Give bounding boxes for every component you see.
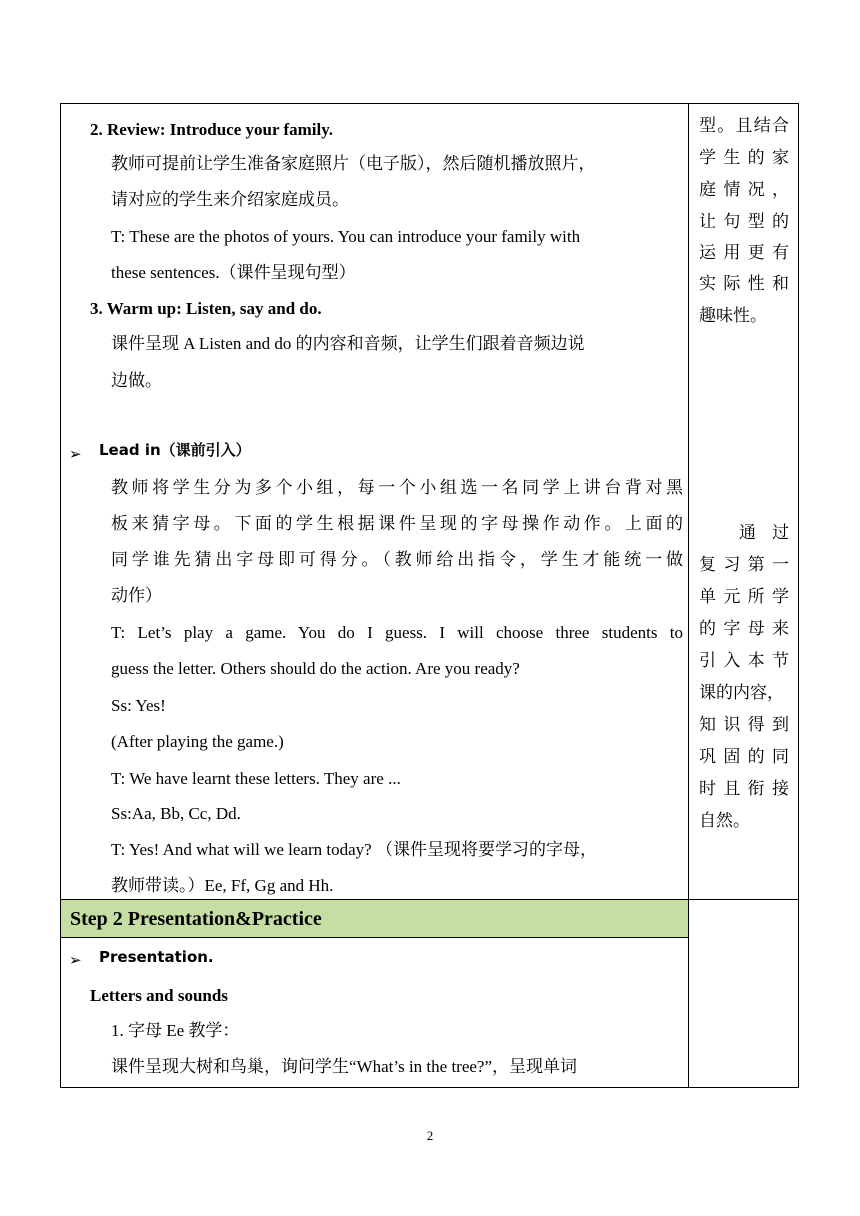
note-middle-line: 巩固的同 bbox=[699, 747, 789, 766]
lead-t-line-3: T: We have learnt these letters. They are ... bbox=[111, 769, 401, 788]
note-top-line: 型。且结合 bbox=[699, 116, 789, 135]
note-middle-line: 自然。 bbox=[699, 811, 750, 830]
note-top-line: 运用更有 bbox=[699, 243, 789, 262]
lead-t-line-2: guess the letter. Others should do the action. Are you ready? bbox=[111, 659, 520, 678]
note-middle-line: 单元所学 bbox=[699, 587, 789, 606]
ee-heading: 1. 字母 Ee 教学： bbox=[111, 1021, 240, 1040]
review-t-line-2: these sentences.（课件呈现句型） bbox=[111, 263, 356, 282]
lead-after-line: (After playing the game.) bbox=[111, 732, 284, 751]
note-middle-line: 复习第一 bbox=[699, 555, 789, 574]
lead-t-line-5: 教师带读。）Ee, Ff, Gg and Hh. bbox=[111, 876, 334, 895]
note-top-line: 庭情况， bbox=[699, 180, 789, 199]
lead-in-heading: Lead in（课前引入） bbox=[99, 441, 251, 459]
presentation-heading: Presentation. bbox=[99, 948, 214, 966]
lead-t-line-4: T: Yes! And what will we learn today? （课件呈现将要学习的字母， bbox=[111, 840, 597, 859]
note-middle-line: 的字母来 bbox=[699, 619, 789, 638]
warmup-cn-line-2: 边做。 bbox=[111, 371, 162, 390]
arrow-bullet-icon: ➢ bbox=[69, 951, 82, 969]
page-number: 2 bbox=[426, 1128, 434, 1143]
lead-t-line-1: T: Let’s play a game. You do I guess. I will choose three students to bbox=[111, 623, 683, 642]
lead-cn-line-4: 动作） bbox=[111, 586, 162, 605]
column-divider bbox=[688, 104, 689, 1087]
note-top-line: 趣味性。 bbox=[699, 306, 767, 325]
ee-cn-line-1: 课件呈现大树和鸟巢，询问学生“What’s in the tree?”，呈现单词 bbox=[111, 1057, 578, 1076]
note-middle-first: 通 过 bbox=[739, 523, 789, 542]
letters-sounds-heading: Letters and sounds bbox=[90, 986, 228, 1005]
note-middle-line: 课的内容， bbox=[699, 683, 784, 702]
lead-ss-line-1: Ss: Yes! bbox=[111, 696, 166, 715]
warmup-heading: 3. Warm up: Listen, say and do. bbox=[90, 299, 322, 318]
lead-ss-line-2: Ss:Aa, Bb, Cc, Dd. bbox=[111, 804, 241, 823]
step-2-title: Step 2 Presentation&Practice bbox=[70, 908, 322, 930]
warmup-cn-line-1: 课件呈现 A Listen and do 的内容和音频，让学生们跟着音频边说 bbox=[111, 334, 585, 353]
arrow-bullet-icon: ➢ bbox=[69, 445, 82, 463]
lead-cn-line-2: 板来猜字母。下面的学生根据课件呈现的字母操作动作。上面的 bbox=[111, 514, 683, 533]
review-heading: 2. Review: Introduce your family. bbox=[90, 120, 334, 139]
note-middle-line: 时且衔接 bbox=[699, 779, 789, 798]
review-t-line-1: T: These are the photos of yours. You can introduce your family with bbox=[111, 227, 581, 246]
lesson-table bbox=[60, 103, 799, 1088]
step-2-header bbox=[61, 900, 688, 937]
note-middle-line: 知识得到 bbox=[699, 715, 789, 734]
lead-cn-line-1: 教师将学生分为多个小组，每一个小组选一名同学上讲台背对黑 bbox=[111, 478, 683, 497]
note-top-line: 实际性和 bbox=[699, 274, 789, 293]
lead-cn-line-3: 同学谁先猜出字母即可得分。（教师给出指令，学生才能统一做 bbox=[111, 550, 683, 569]
note-top-line: 学生的家 bbox=[699, 148, 789, 167]
note-middle-line: 引入本节 bbox=[699, 651, 789, 670]
note-top-line: 让句型的 bbox=[699, 212, 789, 231]
step-header-divider bbox=[61, 937, 689, 938]
review-cn-line-1: 教师可提前让学生准备家庭照片（电子版），然后随机播放照片， bbox=[111, 154, 596, 173]
review-cn-line-2: 请对应的学生来介绍家庭成员。 bbox=[111, 190, 349, 209]
